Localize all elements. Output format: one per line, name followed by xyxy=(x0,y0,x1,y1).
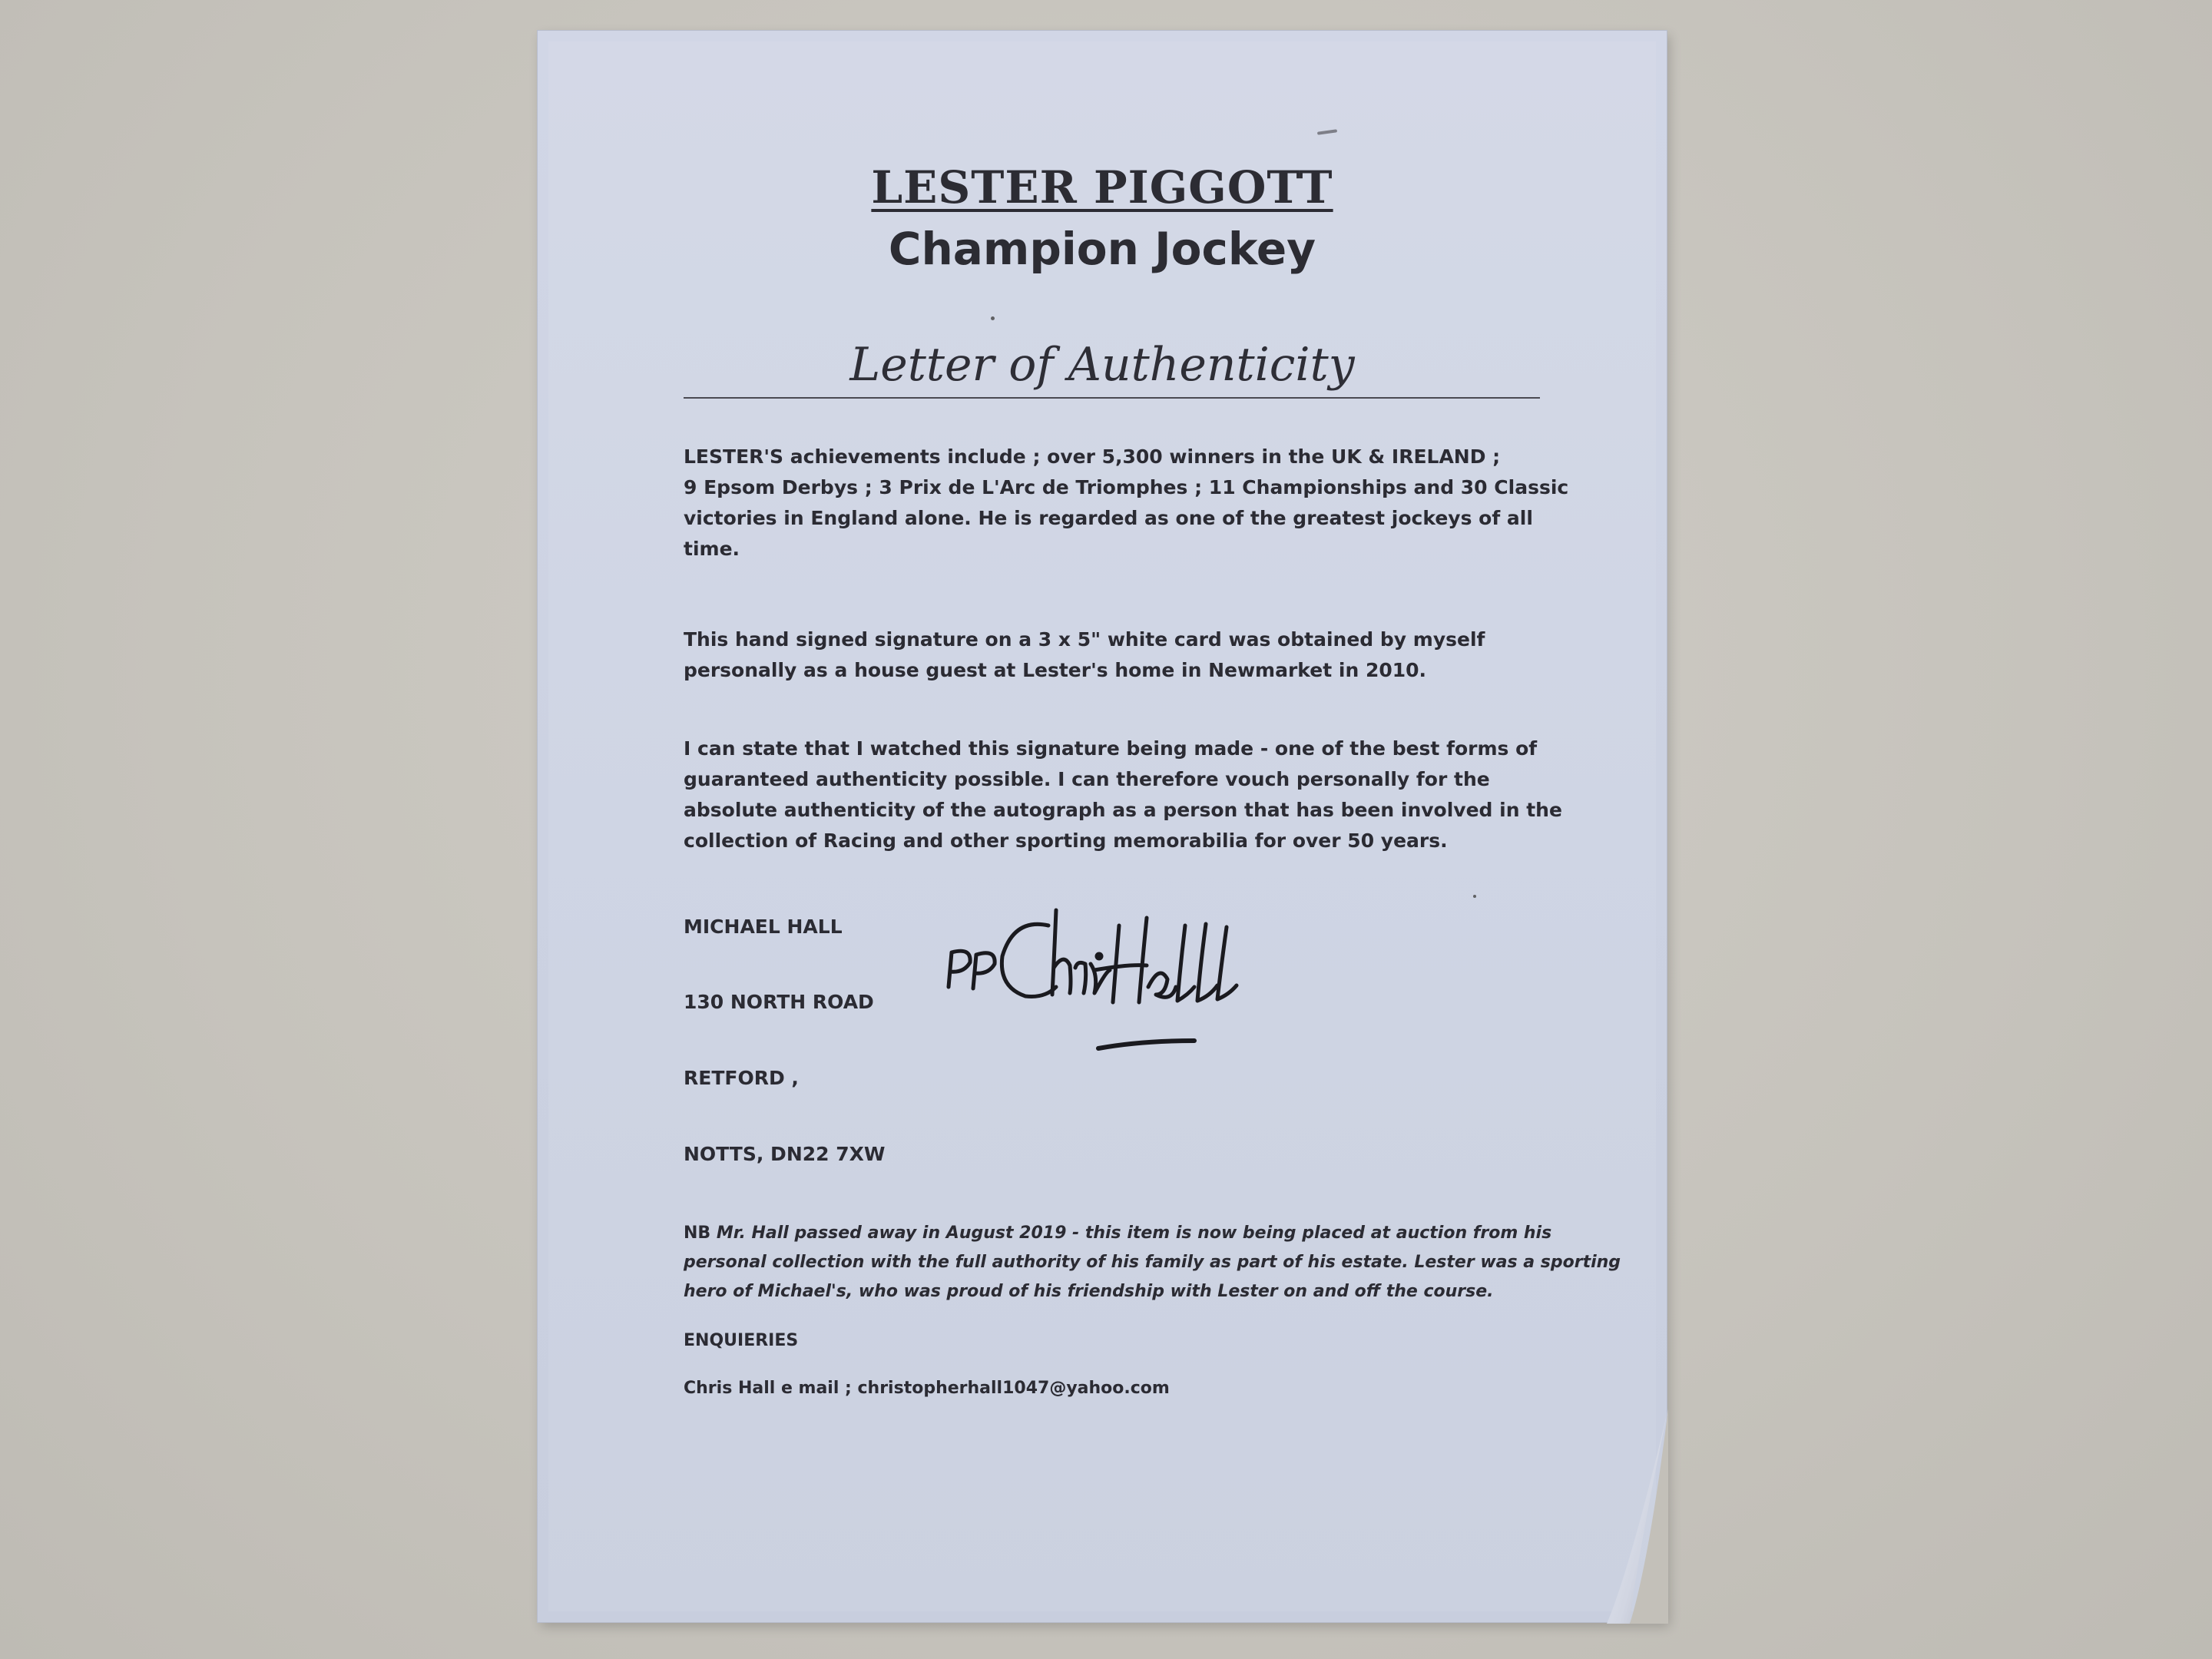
handwritten-signature xyxy=(941,879,1263,1064)
nb-note xyxy=(684,1219,1621,1306)
paragraph-line: absolute authenticity of the autograph as a person that has been involved in the xyxy=(684,799,1562,821)
letter-page xyxy=(538,31,1667,1622)
paragraph-line: 9 Epsom Derbys ; 3 Prix de L'Arc de Triomphes ; 11 Championships and 30 Classic xyxy=(684,476,1569,498)
note-line xyxy=(684,1219,1551,1248)
paragraph-line: I can state that I watched this signature being made - one of the best forms of xyxy=(684,737,1538,760)
document-title: Letter of Authenticity xyxy=(849,338,1355,392)
page-curl xyxy=(1515,1409,1668,1624)
address-street: 130 NORTH ROAD xyxy=(684,991,874,1013)
address-name: MICHAEL HALL xyxy=(684,916,843,938)
ink-speck xyxy=(1473,895,1476,898)
statement-paragraph xyxy=(684,733,1562,856)
note-prefix: NB xyxy=(684,1224,711,1243)
paragraph-line: This hand signed signature on a 3 x 5" white card was obtained by myself xyxy=(684,628,1485,651)
paragraph-line: time. xyxy=(684,538,740,560)
note-text: Mr. Hall passed away in August 2019 - this item is now being placed at auction from his xyxy=(716,1224,1552,1243)
paragraph-line: victories in England alone. He is regarded as one of the greatest jockeys of all xyxy=(684,507,1533,529)
achievements-paragraph xyxy=(684,442,1569,565)
note-line: hero of Michael's, who was proud of his friendship with Lester on and off the course. xyxy=(684,1282,1494,1301)
paragraph-line: guaranteed authenticity possible. I can therefore vouch personally for the xyxy=(684,768,1490,790)
note-line: personal collection with the full authority of his family as part of his estate. Lester was a sporting xyxy=(684,1253,1621,1272)
ink-smudge xyxy=(1317,129,1337,135)
title-divider xyxy=(684,397,1540,399)
contact-email: Chris Hall e mail ; christopherhall1047@yahoo.com xyxy=(684,1379,1170,1398)
paragraph-line: LESTER'S achievements include ; over 5,300 winners in the UK & IRELAND ; xyxy=(684,445,1501,468)
subject-name: LESTER PIGGOTT xyxy=(871,161,1333,214)
subject-role: Champion Jockey xyxy=(888,223,1316,275)
paragraph-line: personally as a house guest at Lester's home in Newmarket in 2010. xyxy=(684,659,1427,681)
address-town: RETFORD , xyxy=(684,1067,799,1089)
ink-speck xyxy=(991,316,995,320)
provenance-paragraph xyxy=(684,624,1551,686)
enquiries-heading: ENQUIERIES xyxy=(684,1331,799,1350)
paragraph-line: collection of Racing and other sporting memorabilia for over 50 years. xyxy=(684,830,1448,852)
address-county-postcode: NOTTS, DN22 7XW xyxy=(684,1143,886,1165)
